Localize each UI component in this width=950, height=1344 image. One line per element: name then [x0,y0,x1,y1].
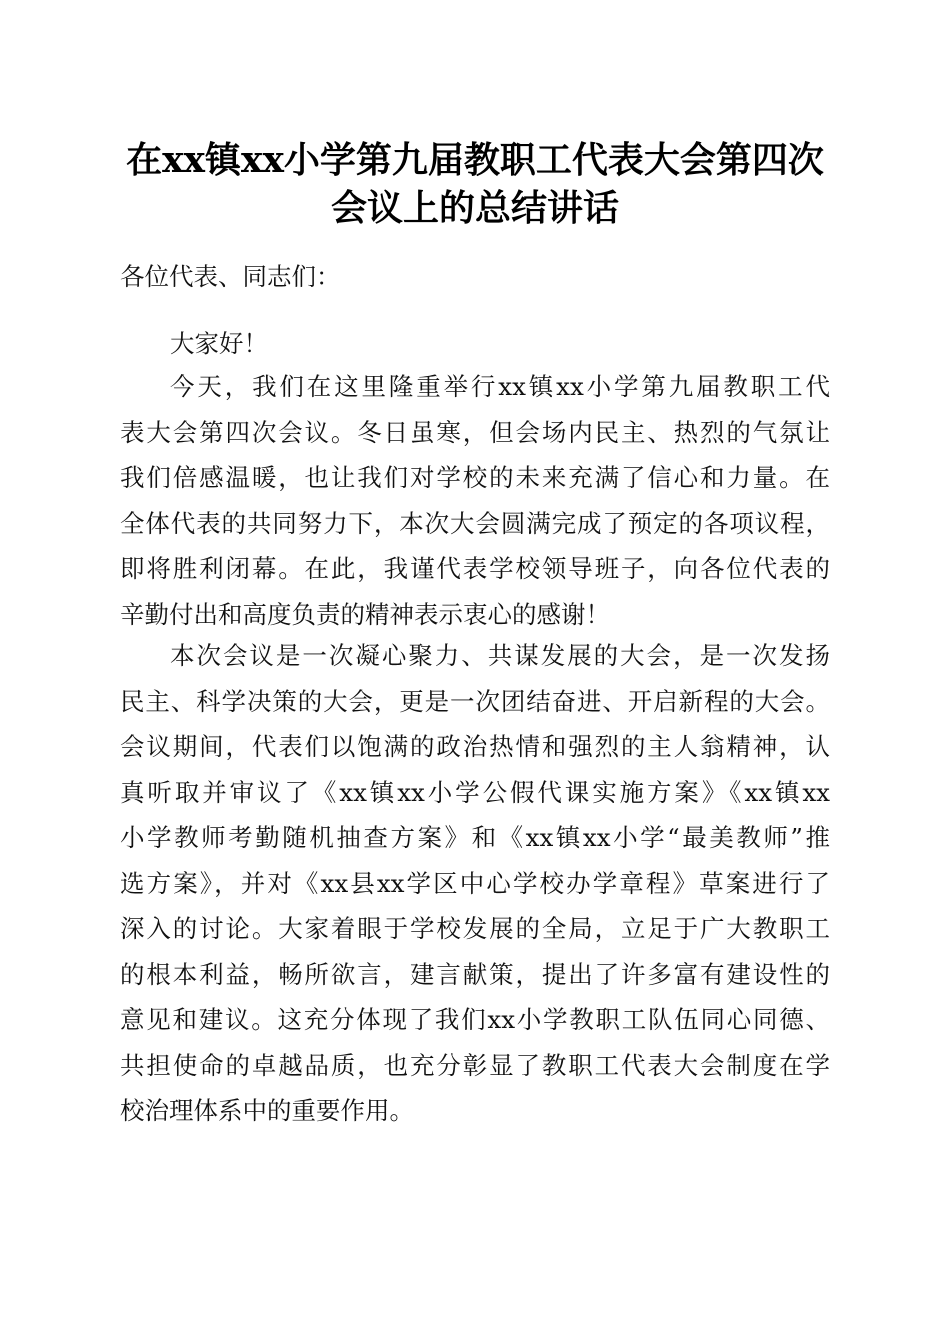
salutation: 各位代表、同志们： [120,262,341,291]
paragraph-2-line: 的根本利益，畅所欲言，建言献策，提出了许多富有建设性的 [120,959,830,989]
paragraph-2 [120,633,830,1134]
paragraph-1 [120,364,830,637]
greeting: 大家好！ [170,329,268,358]
paragraph-2-line: 共担使命的卓越品质，也充分彰显了教职工代表大会制度在学 [120,1050,830,1080]
document-title-line-1: 在xx镇xx小学第九届教职工代表大会第四次 [126,139,824,181]
paragraph-2-line: 选方案》，并对《xx县xx学区中心学校办学章程》草案进行了 [120,868,830,898]
paragraph-2-line: 深入的讨论。大家着眼于学校发展的全局，立足于广大教职工 [120,914,830,943]
paragraph-2-line: 民主、科学决策的大会，更是一次团结奋进、开启新程的大会。 [120,686,830,716]
document-title-line-2: 会议上的总结讲话 [330,187,619,229]
paragraph-2-line: 校治理体系中的重要作用。 [120,1096,414,1125]
paragraph-1-line: 全体代表的共同努力下，本次大会圆满完成了预定的各项议程， [120,508,830,538]
paragraph-1-line: 即将胜利闭幕。在此，我谨代表学校领导班子，向各位代表的 [120,554,830,583]
paragraph-2-line: 会议期间，代表们以饱满的政治热情和强烈的主人翁精神，认 [120,732,830,761]
paragraph-1-line: 辛勤付出和高度负责的精神表示衷心的感谢！ [120,599,610,629]
paragraph-2-line: 意见和建议。这充分体现了我们xx小学教职工队伍同心同德、 [120,1005,830,1034]
paragraph-2-line: 真听取并审议了《xx镇xx小学公假代课实施方案》《xx镇xx [120,777,830,807]
paragraph-1-line: 今天，我们在这里隆重举行xx镇xx小学第九届教职工代 [170,372,830,401]
paragraph-1-line: 表大会第四次会议。冬日虽寒，但会场内民主、热烈的气氛让 [120,417,830,447]
paragraph-2-line: 小学教师考勤随机抽查方案》和《xx镇xx小学“最美教师”推 [120,823,830,852]
paragraph-2-line: 本次会议是一次凝心聚力、共谋发展的大会，是一次发扬 [170,641,830,670]
paragraph-1-line: 我们倍感温暖，也让我们对学校的未来充满了信心和力量。在 [120,463,830,492]
